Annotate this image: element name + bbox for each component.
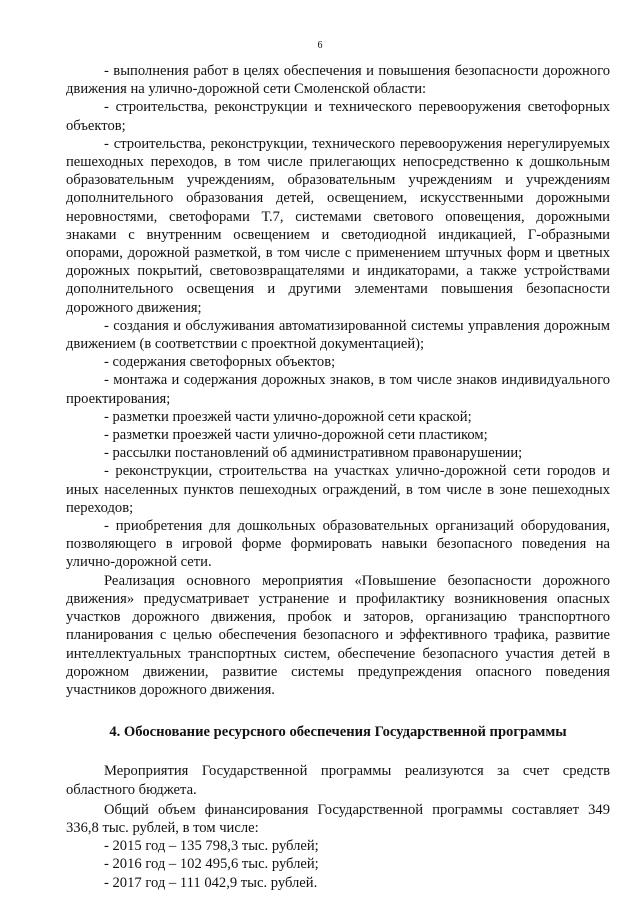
paragraph-road-safety-works: - выполнения работ в целях обеспечения и повышения безопасности дорожного движения на улично-дорожной сети Смоленской области: (66, 63, 610, 98)
list-item-pedestrian-crossings: - строительства, реконструкции, технического перевооружения нерегулируемых пешеходных переходов, в том числе прилегающих непосредственно к дошкольным образовательным учреждениям, образовательным учреждениям и учреждениям дополнительного образования детей, освещением, искусственными дорожными неровностями, светофорами Т.7, системами светового оповещения, дорожными знаками с внутренним освещением и светодиодной индикацией, Г-образными опорами, дорожной разметкой, в том числе с применением штучных форм и цветных дорожных покрытий, световозвращателями и индикаторами, а также устройствами дополнительного освещения и другими элементами повышения безопасности дорожного движения; (66, 135, 610, 316)
list-item-pedestrian-fences: - реконструкции, строительства на участках улично-дорожной сети городов и иных населенных пунктов пешеходных ограждений, в том числе в зоне пешеходных переходов; (66, 463, 610, 516)
funding-2016: - 2016 год – 102 495,6 тыс. рублей; (104, 856, 319, 873)
page-number: 6 (317, 40, 323, 51)
funding-2017: - 2017 год – 111 042,9 тыс. рублей. (104, 874, 318, 891)
paragraph-total-funding: Общий объем финансирования Государственной программы составляет 349 336,8 тыс. рублей, в том числе: (66, 801, 610, 836)
funding-2015: - 2015 год – 135 798,3 тыс. рублей; (104, 838, 319, 855)
paragraph-main-activity: Реализация основного мероприятия «Повышение безопасности дорожного движения» предусматривает устранение и профилактику возникновения опасных участков дорожного движения, пробок и заторов, организацию транспортного планирования с целью обеспечения безопасного и эффективного трафика, развитие интеллектуальных транспортных систем, обеспечение безопасного участия детей в дорожном движении, развитие системы предупреждения опасного поведения участников дорожного движения. (66, 572, 610, 698)
paragraph-funding-source: Мероприятия Государственной программы реализуются за счет средств областного бюджета. (66, 763, 610, 798)
list-item-marking-paint: - разметки проезжей части улично-дорожной сети краской; (104, 408, 472, 425)
list-item-preschool-equipment: - приобретения для дошкольных образовательных организаций оборудования, позволяющего в игровой форме формировать навыки безопасного поведения на улично-дорожной сети. (66, 518, 610, 571)
section-heading: 4. Обоснование ресурсного обеспечения Государственной программы (109, 724, 567, 741)
list-item-marking-plastic: - разметки проезжей части улично-дорожной сети пластиком; (104, 427, 488, 444)
list-item-automated-control-system: - создания и обслуживания автоматизированной системы управления дорожным движением (в соответствии с проектной документацией); (66, 317, 610, 353)
list-item-road-signs: - монтажа и содержания дорожных знаков, в том числе знаков индивидуального проектирования; (66, 372, 610, 407)
list-item-traffic-lights-maintenance: - содержания светофорных объектов; (104, 354, 336, 371)
list-item-violation-notices: - рассылки постановлений об административном правонарушении; (104, 445, 523, 462)
document-body (66, 62, 610, 892)
list-item-traffic-lights-construction: - строительства, реконструкции и технического перевооружения светофорных объектов; (66, 99, 610, 134)
